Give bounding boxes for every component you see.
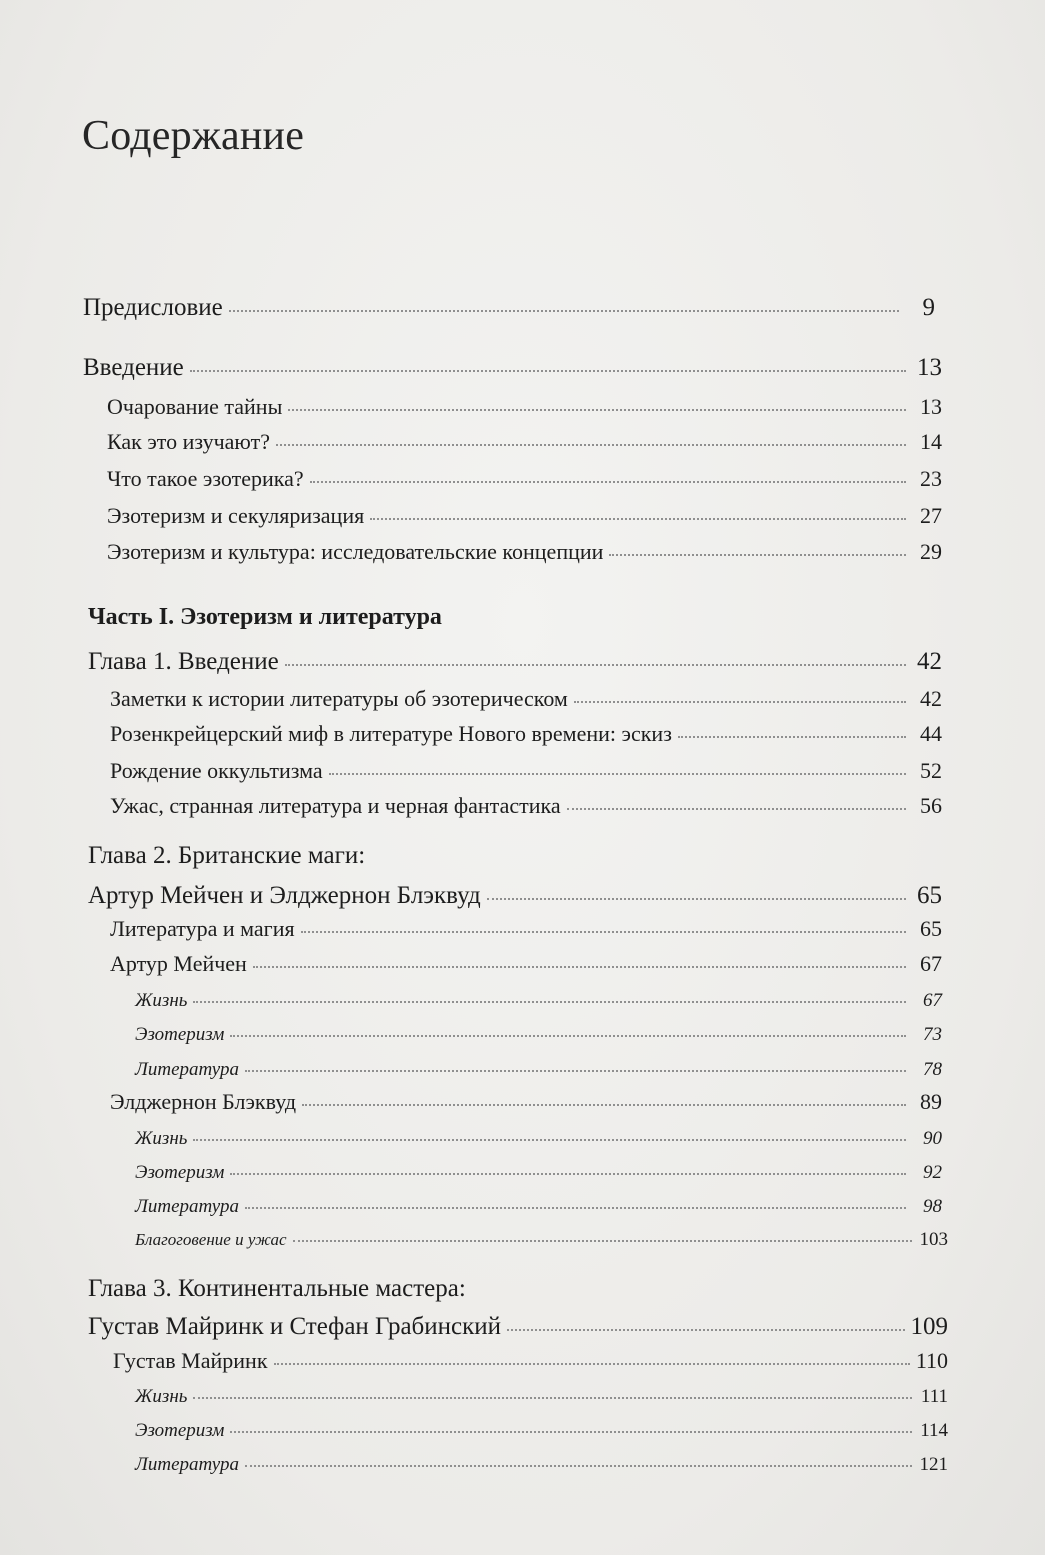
toc-entry-title: Глава 2. Британские маги: (88, 842, 366, 869)
dot-leader (193, 1120, 906, 1141)
toc-entry-title: Введение (83, 354, 184, 381)
toc-entry-title: Литература (135, 1454, 239, 1475)
toc-entry (107, 390, 942, 420)
toc-entry-title: Литература (135, 1196, 239, 1217)
toc-entry-title: Элджернон Блэквуд (110, 1089, 297, 1114)
toc-entry-page: 110 (915, 1348, 948, 1373)
toc-entry-page: 67 (920, 951, 942, 976)
toc-entry-page: 78 (923, 1059, 942, 1080)
toc-part-heading (88, 604, 942, 631)
toc-entry (135, 1054, 942, 1081)
dot-leader (370, 496, 906, 520)
dot-leader (193, 982, 906, 1003)
toc-entry-page: 109 (910, 1313, 948, 1340)
toc-entry-title: Эзотеризм (135, 1420, 225, 1441)
toc-entry-page: 13 (920, 394, 942, 419)
toc-entry-page: 27 (920, 503, 942, 528)
toc-entry-page: 44 (920, 721, 942, 746)
toc-entry (135, 1123, 942, 1150)
toc-entry-page: 73 (923, 1024, 942, 1045)
toc-entry-page: 90 (923, 1128, 942, 1149)
toc-entry-title: Заметки к истории литературы об эзотерическом (110, 686, 568, 711)
page-title: Содержание (82, 113, 305, 159)
toc-entry-title: Литература (135, 1059, 239, 1080)
toc-entry-page: 92 (923, 1162, 942, 1183)
dot-leader (288, 387, 906, 411)
dot-leader (678, 714, 906, 738)
dot-leader (276, 422, 906, 446)
toc-entry (88, 642, 942, 676)
toc-entry-page: 65 (920, 916, 942, 941)
dot-leader (507, 1304, 904, 1331)
dot-leader (230, 1016, 906, 1037)
toc-entry (110, 912, 942, 942)
dot-leader (230, 1154, 906, 1175)
toc-entry-title: Густав Майринк (113, 1348, 268, 1373)
toc-entry-page: 114 (920, 1420, 948, 1441)
toc-entry-title: Жизнь (135, 990, 188, 1011)
toc-entry (135, 1019, 942, 1046)
dot-leader (274, 1341, 910, 1365)
dot-leader (574, 679, 906, 703)
toc-entry (135, 1381, 948, 1408)
toc-entry-page: 9 (922, 294, 935, 321)
toc-entry-title: Предисловие (83, 294, 223, 321)
toc-entry-title: Благоговение и ужас (135, 1230, 287, 1249)
toc-entry-page: 14 (920, 429, 942, 454)
toc-entry (110, 947, 942, 977)
toc-entry-title: Эзотеризм (135, 1162, 225, 1183)
dot-leader (301, 909, 906, 933)
toc-entry-page: 98 (923, 1196, 942, 1217)
toc-entry (88, 876, 942, 910)
toc-entry-page: 111 (920, 1386, 948, 1407)
toc-entry-title: Что такое эзотерика? (107, 466, 304, 491)
toc-entry (135, 1415, 948, 1442)
dot-leader (329, 751, 906, 775)
toc-entry (110, 717, 942, 747)
toc-entry (135, 1191, 942, 1218)
toc-entry (110, 1085, 942, 1115)
toc-entry-page: 67 (923, 990, 942, 1011)
dot-leader (253, 944, 906, 968)
toc-entry-page: 29 (920, 539, 942, 564)
toc-entry (83, 348, 942, 382)
toc-entry-title: Густав Майринк и Стефан Грабинский (88, 1313, 502, 1340)
toc-entry-page: 23 (920, 466, 942, 491)
toc-entry-title: Эзотеризм (135, 1024, 225, 1045)
toc-entry-title: Рождение оккультизма (110, 758, 323, 783)
toc-entry-page: 42 (920, 686, 942, 711)
toc-entry-title: Ужас, странная литература и черная фантастика (110, 793, 561, 818)
toc-entry (88, 1275, 948, 1303)
toc-entry (83, 288, 935, 322)
dot-leader (310, 459, 906, 483)
toc-entry (135, 985, 942, 1012)
dot-leader (245, 1051, 906, 1072)
dot-leader (245, 1446, 912, 1467)
dot-leader (190, 345, 906, 372)
dot-leader (609, 532, 906, 556)
toc-entry-title: Жизнь (135, 1386, 188, 1407)
dot-leader (302, 1082, 906, 1106)
toc-entry-page: 103 (919, 1229, 948, 1250)
toc-entry-page: 65 (917, 882, 942, 909)
toc-entry-page: 52 (920, 758, 942, 783)
toc-entry-page: 121 (919, 1454, 948, 1475)
toc-entry (107, 425, 942, 455)
dot-leader (229, 285, 899, 312)
toc-entry (135, 1157, 942, 1184)
dot-leader (293, 1223, 912, 1242)
toc-entry-title: Розенкрейцерский миф в литературе Нового времени: эскиз (110, 721, 672, 746)
toc-entry (88, 1307, 948, 1341)
toc-entry-page: 13 (917, 354, 942, 381)
toc-entry (135, 1226, 948, 1251)
toc-entry (110, 789, 942, 819)
toc-entry (107, 462, 942, 492)
dot-leader (193, 1378, 912, 1399)
toc-entry-title: Эзотеризм и культура: исследовательские концепции (107, 539, 604, 564)
toc-entry-title: Литература и магия (110, 916, 295, 941)
toc-entry (135, 1449, 948, 1476)
toc-entry-title: Артур Мейчен (110, 951, 247, 976)
toc-entry-page: 42 (917, 648, 942, 675)
toc-entry (110, 682, 942, 712)
toc-entry-title: Как это изучают? (107, 429, 270, 454)
dot-leader (230, 1412, 912, 1433)
toc-entry-title: Глава 1. Введение (88, 648, 279, 675)
toc-entry-title: Эзотеризм и секуляризация (107, 503, 365, 528)
dot-leader (245, 1188, 906, 1209)
toc-entry (107, 535, 942, 565)
toc-entry (88, 842, 942, 870)
dot-leader (567, 786, 906, 810)
toc-entry-page: 89 (920, 1089, 942, 1114)
toc-entry-title: Очарование тайны (107, 394, 283, 419)
toc-entry-title: Жизнь (135, 1128, 188, 1149)
toc-entry (113, 1344, 948, 1374)
dot-leader (487, 873, 906, 900)
toc-entry-title: Глава 3. Континентальные мастера: (88, 1275, 466, 1302)
toc-entry-page: 56 (920, 793, 942, 818)
toc-entry (110, 754, 942, 784)
toc-entry (107, 499, 942, 529)
toc-entry-title: Артур Мейчен и Элджернон Блэквуд (88, 882, 481, 909)
toc-entry-title: Часть I. Эзотеризм и литература (88, 604, 442, 630)
dot-leader (285, 639, 906, 666)
